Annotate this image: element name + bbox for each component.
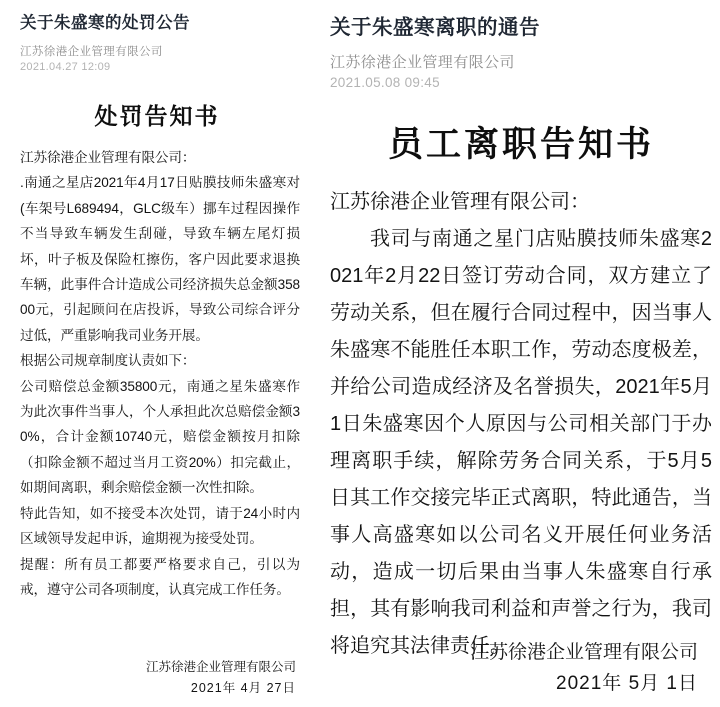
left-signature-date: 2021年 4月 27日 [190, 681, 296, 695]
left-announcement-document [0, 0, 318, 707]
left-body-paragraph: .南通之星店2021年4月17日贴膜技师朱盛寒对(车架号L689494，GLC级车）挪车过程因操作不当导致车辆发生刮碰，导致车辆左尾灯损坏，叶子板及保险杠擦伤，客户因此要求退换车辆，此事件合计造成公司经济损失总金额35800元，引起顾问在店投诉，导致公司综合评分过低，严重影响我司业务开展。 [20, 175, 300, 343]
right-body-paragraph: 江苏徐港企业管理有限公司： [330, 191, 590, 213]
right-post-title: 关于朱盛寒离职的通告 [330, 16, 540, 39]
right-document-body [330, 184, 712, 665]
left-post-title: 关于朱盛寒的处罚公告 [20, 14, 190, 32]
left-meta-timestamp: 2021.04.27 12:09 [20, 61, 111, 73]
right-meta-timestamp: 2021.05.08 09:45 [330, 75, 440, 90]
right-signature-company: 江苏徐港企业管理有限公司 [469, 642, 698, 663]
right-post-meta [330, 52, 712, 92]
left-document-heading: 处罚告知书 [94, 103, 220, 129]
right-meta-company: 江苏徐港企业管理有限公司 [330, 54, 515, 71]
right-body-paragraph: 我司与南通之星门店贴膜技师朱盛寒2021年2月22日签订劳动合同，双方建立了劳动关系，但在履行合同过程中，因当事人朱盛寒不能胜任本职工作，劳动态度极差，并给公司造成经济及名誉损失，2021年5月1日朱盛寒因个人原因与公司相关部门于办理离职手续，解除劳务合同关系，于5月5日其工作交接完毕正式离职，特此通告，当事人高盛寒如以公司名义开展任何业务活动，造成一切后果由当事人朱盛寒自行承担，其有影响我司利益和声誉之行为，我司将追究其法律责任。 [330, 228, 712, 657]
left-post-meta [20, 44, 300, 75]
left-body-paragraph: 提醒：所有员工都要严格要求自己，引以为戒，遵守公司各项制度，认真完成工作任务。 [20, 556, 300, 597]
left-body-paragraph: 根据公司规章制度认责如下： [20, 353, 196, 369]
left-meta-company: 江苏徐港企业管理有限公司 [20, 46, 163, 58]
left-body-paragraph: 公司赔偿总金额35800元，南通之星朱盛寒作为此次事件当事人，个人承担此次总赔偿金额30%，合计金额10740元，赔偿金额按月扣除（扣除金额不超过当月工资20%）扣完截止，如期间离职，剩余赔偿金额一次性扣除。 [20, 378, 300, 496]
left-document-signature [146, 657, 296, 699]
right-announcement-document [318, 0, 720, 707]
left-body-paragraph: 江苏徐港企业管理有限公司： [20, 150, 196, 165]
left-body-paragraph: 特此告知，如不接受本次处罚，请于24小时内区域领导发起申诉，逾期视为接受处罚。 [20, 505, 300, 547]
left-signature-company: 江苏徐港企业管理有限公司 [145, 660, 296, 674]
right-document-signature [470, 637, 698, 699]
left-document-body [20, 145, 300, 602]
right-signature-date: 2021年 5月 1日 [556, 673, 698, 694]
right-document-heading: 员工离职告知书 [387, 125, 654, 164]
